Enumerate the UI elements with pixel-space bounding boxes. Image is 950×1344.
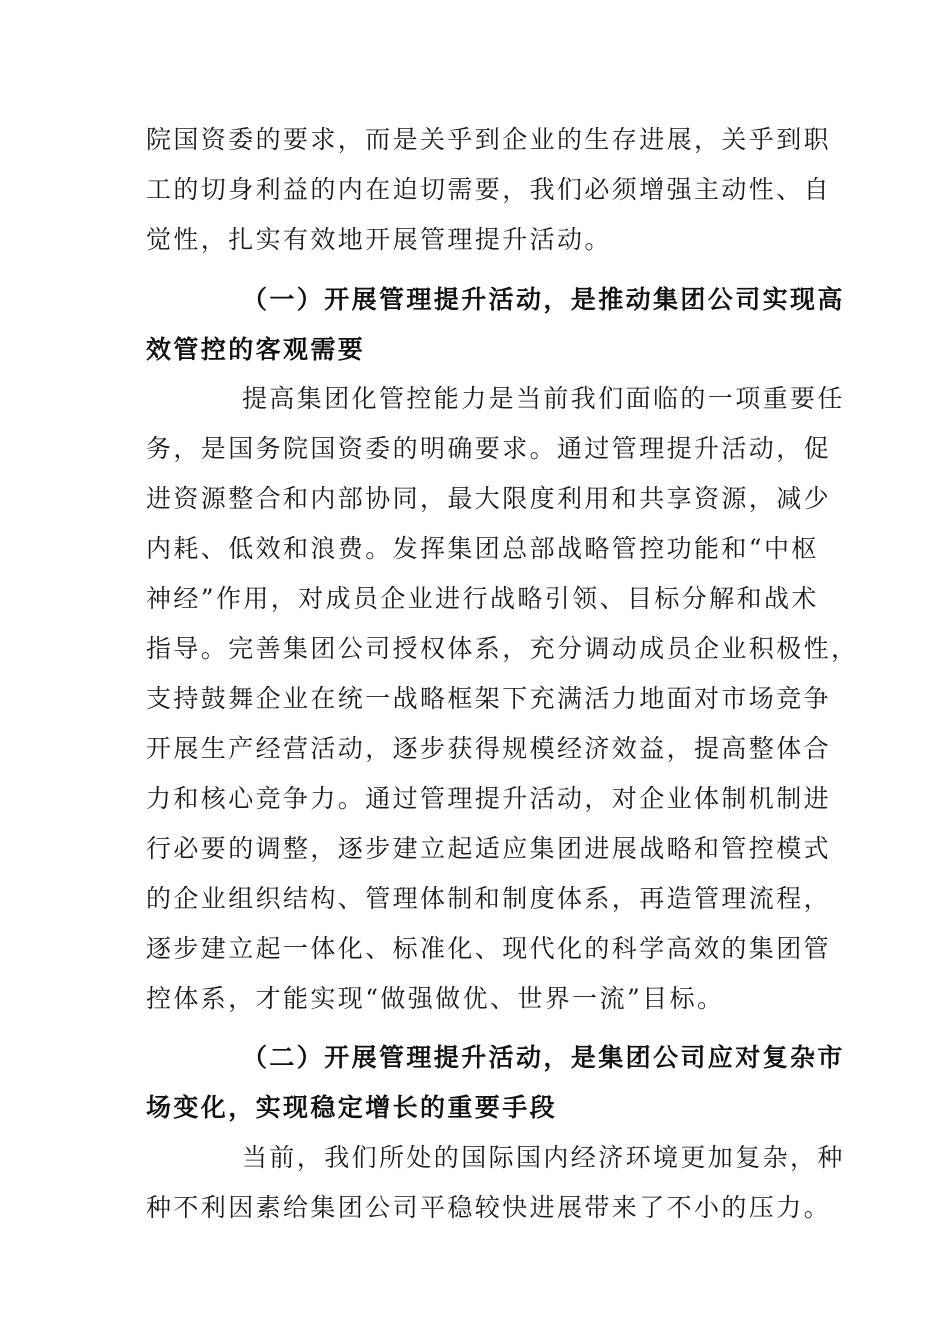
paragraph-line: 当前，我们所处的国际国内经济环境更加复杂，种 <box>242 1143 845 1172</box>
section-heading-2-cont: 场变化，实现稳定增长的重要手段 <box>146 1093 558 1122</box>
paragraph-line: 提高集团化管控能力是当前我们面临的一项重要任 <box>242 384 845 413</box>
section-heading-1-cont: 效管控的客观需要 <box>146 335 366 364</box>
body-line: 觉性，扎实有效地开展管理提升活动。 <box>146 225 612 254</box>
section-heading-2: （二）开展管理提升活动，是集团公司应对复杂市 <box>242 1043 845 1072</box>
body-line: 内耗、低效和浪费。发挥集团总部战略管控功能和“中枢 <box>146 534 819 563</box>
body-line: 的企业组织结构、管理体制和制度体系，再造管理流程， <box>146 884 832 913</box>
body-line: 务，是国务院国资委的明确要求。通过管理提升活动，促 <box>146 434 832 463</box>
body-line: 工的切身利益的内在迫切需要，我们必须增强主动性、自 <box>146 175 832 204</box>
body-line: 院国资委的要求，而是关乎到企业的生存进展，关乎到职 <box>146 125 832 154</box>
section-heading-1: （一）开展管理提升活动，是推动集团公司实现高 <box>242 285 845 314</box>
body-line: 支持鼓舞企业在统一战略框架下充满活力地面对市场竞争 <box>146 684 832 713</box>
body-line: 行必要的调整，逐步建立起适应集团进展战略和管控模式 <box>146 834 832 863</box>
body-line: 逐步建立起一体化、标准化、现代化的科学高效的集团管 <box>146 934 832 963</box>
body-line: 控体系，才能实现“做强做优、世界一流”目标。 <box>146 984 725 1013</box>
body-line: 神经”作用，对成员企业进行战略引领、目标分解和战术 <box>146 584 819 613</box>
body-line: 种不利因素给集团公司平稳较快进展带来了不小的压力。 <box>146 1193 832 1222</box>
body-line: 力和核心竞争力。通过管理提升活动，对企业体制机制进 <box>146 784 832 813</box>
body-line: 进资源整合和内部协同，最大限度利用和共享资源，减少 <box>146 484 832 513</box>
body-line: 指导。完善集团公司授权体系，充分调动成员企业积极性， <box>146 634 859 663</box>
body-line: 开展生产经营活动，逐步获得规模经济效益，提高整体合 <box>146 734 832 763</box>
